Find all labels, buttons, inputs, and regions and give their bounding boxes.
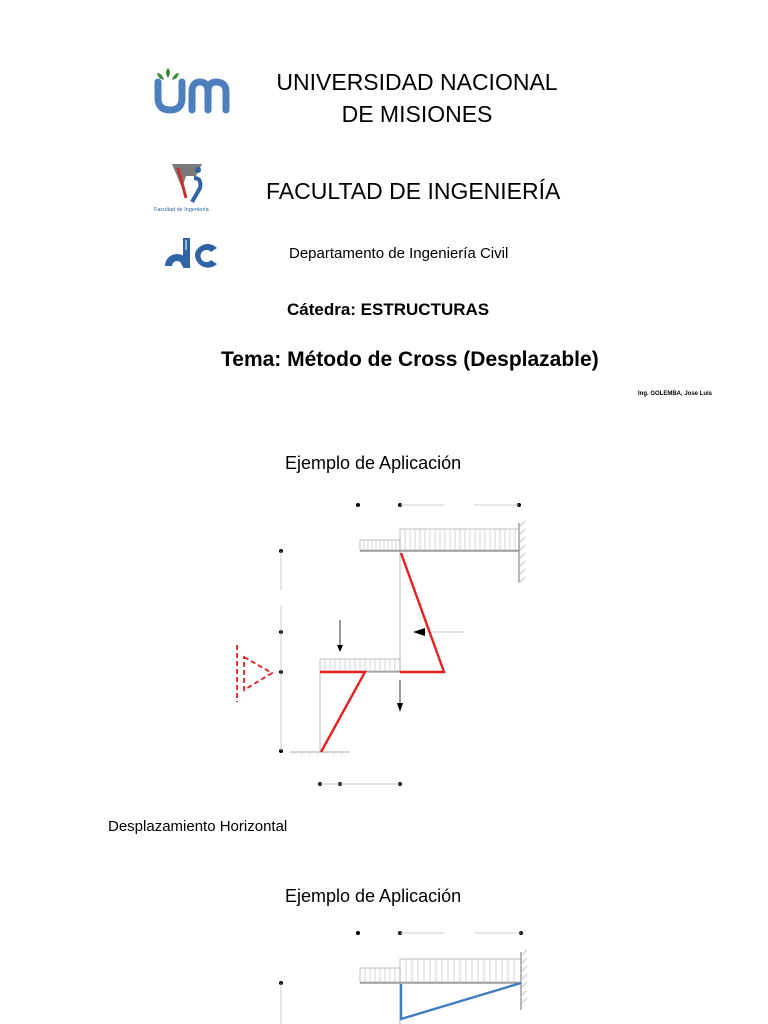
moment-diagram-red bbox=[400, 553, 444, 672]
roller-support-dashed bbox=[237, 645, 272, 702]
tema-heading: Tema: Método de Cross (Desplazable) bbox=[221, 348, 599, 371]
moment-diagram-blue bbox=[401, 983, 521, 1019]
moment-diagram-red-lower bbox=[320, 672, 365, 752]
catedra-heading: Cátedra: ESTRUCTURAS bbox=[287, 300, 490, 319]
faculty-title: FACULTAD DE INGENIERÍA bbox=[266, 178, 561, 204]
department-name: Departamento de Ingeniería Civil bbox=[289, 245, 509, 262]
university-title bbox=[262, 66, 572, 130]
load-arrows bbox=[337, 620, 464, 712]
fi-logo-caption: Facultad de Ingeniería bbox=[154, 207, 209, 213]
figure1-caption: Desplazamiento Horizontal bbox=[108, 818, 288, 835]
author-name: Ing. GOLEMBA, Jose Luis bbox=[638, 391, 713, 397]
unam-logo-icon bbox=[150, 68, 236, 114]
dic-logo-icon bbox=[163, 236, 219, 272]
university-line2: DE MISIONES bbox=[341, 101, 493, 127]
frame-diagram-horizontal bbox=[220, 490, 540, 800]
figure1-title: Ejemplo de Aplicación bbox=[285, 453, 462, 473]
university-line1: UNIVERSIDAD NACIONAL bbox=[276, 69, 558, 95]
figure2-title: Ejemplo de Aplicación bbox=[285, 886, 462, 906]
frame-diagram-second bbox=[270, 920, 540, 1024]
fi-logo-icon bbox=[152, 158, 222, 214]
